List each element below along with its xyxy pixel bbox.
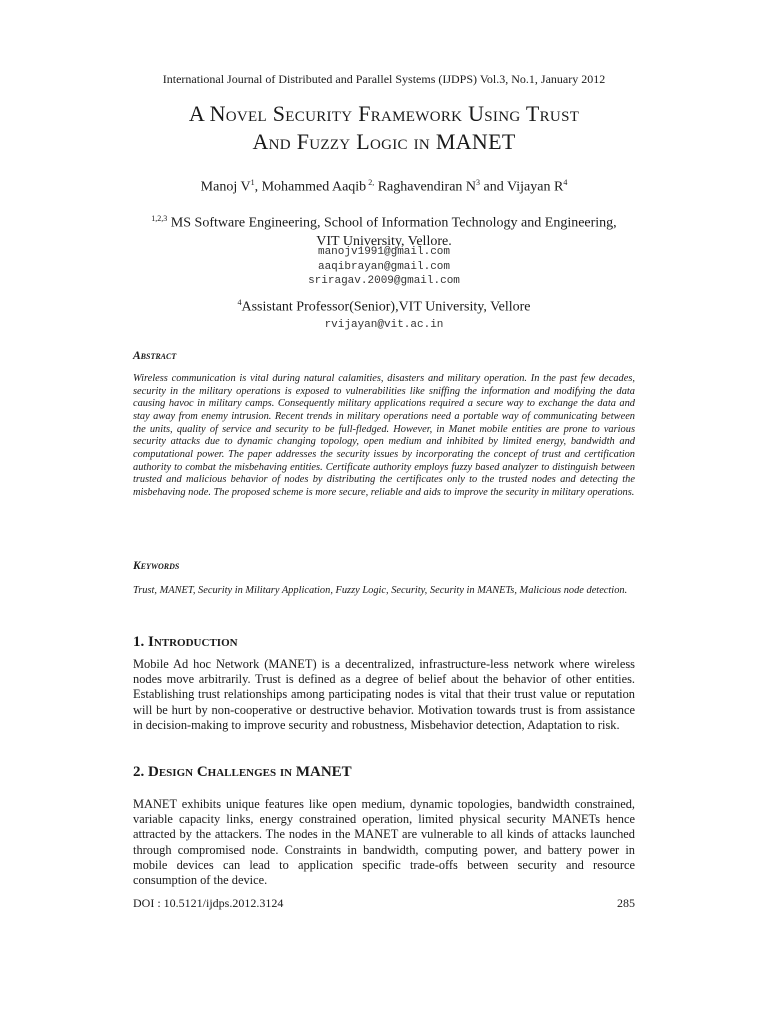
- keywords-heading: Keywords: [133, 560, 180, 572]
- author-sup: 3: [476, 178, 481, 187]
- section-2-paragraph: MANET exhibits unique features like open medium, dynamic topologies, bandwidth constrained, variable capacity links, energy constrained operation, limited physical security MANETs hence attracted by the attackers. The nodes in the MANET are vulnerable to all kinds of attacks launched through compromised node. Constraints in bandwidth, computing power, and battery power in mobile devices can lead to application specific trade-offs between security and resource consumption of the device.: [133, 797, 635, 888]
- section-1-heading: 1. Introduction: [133, 634, 238, 650]
- title-line-1: A Novel Security Framework Using Trust: [188, 101, 580, 126]
- email-link[interactable]: rvijayan@vit.ac.in: [324, 319, 444, 331]
- abstract-text: Wireless communication is vital during natural calamities, disasters and military operation. In the past few decades, security in the military operations is exposed to vulnerabilities like sniffing the information and modifying the data causing havoc in military camps. Consequently military applications required a secure way to exchange the data and stay away from enemy intrusion. Recent trends in military operations need a portable way of communicating between the units, quality of service and security to be full-fledged. However, in Manet mobile entities are prone to various security attacks due to dynamic changing topology, open medium and inhibited by limited energy, bandwidth and computational power. The paper addresses the security issues by incorporating the concept of trust and certification authority to combat the misbehaving entities. Certificate authority employs fuzzy based analyzer to distinguish between trusted and malicious behavior of nodes by distributing the certificates only to the trusted nodes and detecting the misbehaving node. The proposed scheme is more secure, reliable and aids to improve the security in military operations.: [133, 373, 635, 498]
- doi-footer: DOI : 10.5121/ijdps.2012.3124: [133, 896, 284, 910]
- author-sup: 1: [250, 178, 255, 187]
- affiliation-line-1: MS Software Engineering, School of Information Technology and Engineering,: [167, 215, 617, 231]
- affiliation-line: Assistant Professor(Senior),VIT University, Vellore: [241, 299, 531, 315]
- email-link[interactable]: manojv1991@gmail.com: [317, 246, 451, 258]
- abstract-heading: Abstract: [133, 350, 177, 362]
- author-name: , Mohammed Aaqib: [254, 179, 367, 195]
- author-sup: 2,: [366, 178, 375, 187]
- author-list: [0, 178, 768, 196]
- email-link[interactable]: sriragav.2009@gmail.com: [308, 275, 460, 287]
- email-link[interactable]: aaqibrayan@gmail.com: [317, 260, 451, 273]
- affiliation-2: [0, 298, 768, 316]
- affiliation-sup: 4: [237, 298, 242, 307]
- affiliation-line-2: VIT University, Vellore.: [316, 233, 452, 249]
- author-name: and Vijayan R: [480, 179, 564, 195]
- page-number: 285: [617, 896, 635, 910]
- author-name: Raghavendiran N: [374, 179, 477, 195]
- affiliation-sup: 1,2,3: [151, 214, 168, 223]
- journal-header: International Journal of Distributed and Parallel Systems (IJDPS) Vol.3, No.1, January 2012: [162, 72, 606, 86]
- email-list: [0, 245, 768, 289]
- section-2-heading: 2. Design Challenges in MANET: [133, 764, 352, 780]
- keywords-text: Trust, MANET, Security in Military Application, Fuzzy Logic, Security, Security in MANETs, Malicious node detection.: [133, 585, 628, 596]
- title-line-2: And Fuzzy Logic in MANET: [252, 129, 516, 154]
- section-1-paragraph: Mobile Ad hoc Network (MANET) is a decentralized, infrastructure-less network where wireless nodes move arbitrarily. Trust is defined as a degree of belief about the behavior of other entities. Establishing trust relationships among participating nodes is vital that their trust value or reputation will be hurt by non-cooperative or destructive behavior. Motivation towards trust is from assistance in decision-making to improve security and robustness, Misbehavior detection, Adaptation to risk.: [133, 657, 635, 732]
- author-sup: 4: [563, 178, 568, 187]
- author-name: Manoj V: [200, 179, 251, 195]
- paper-title: [0, 100, 768, 156]
